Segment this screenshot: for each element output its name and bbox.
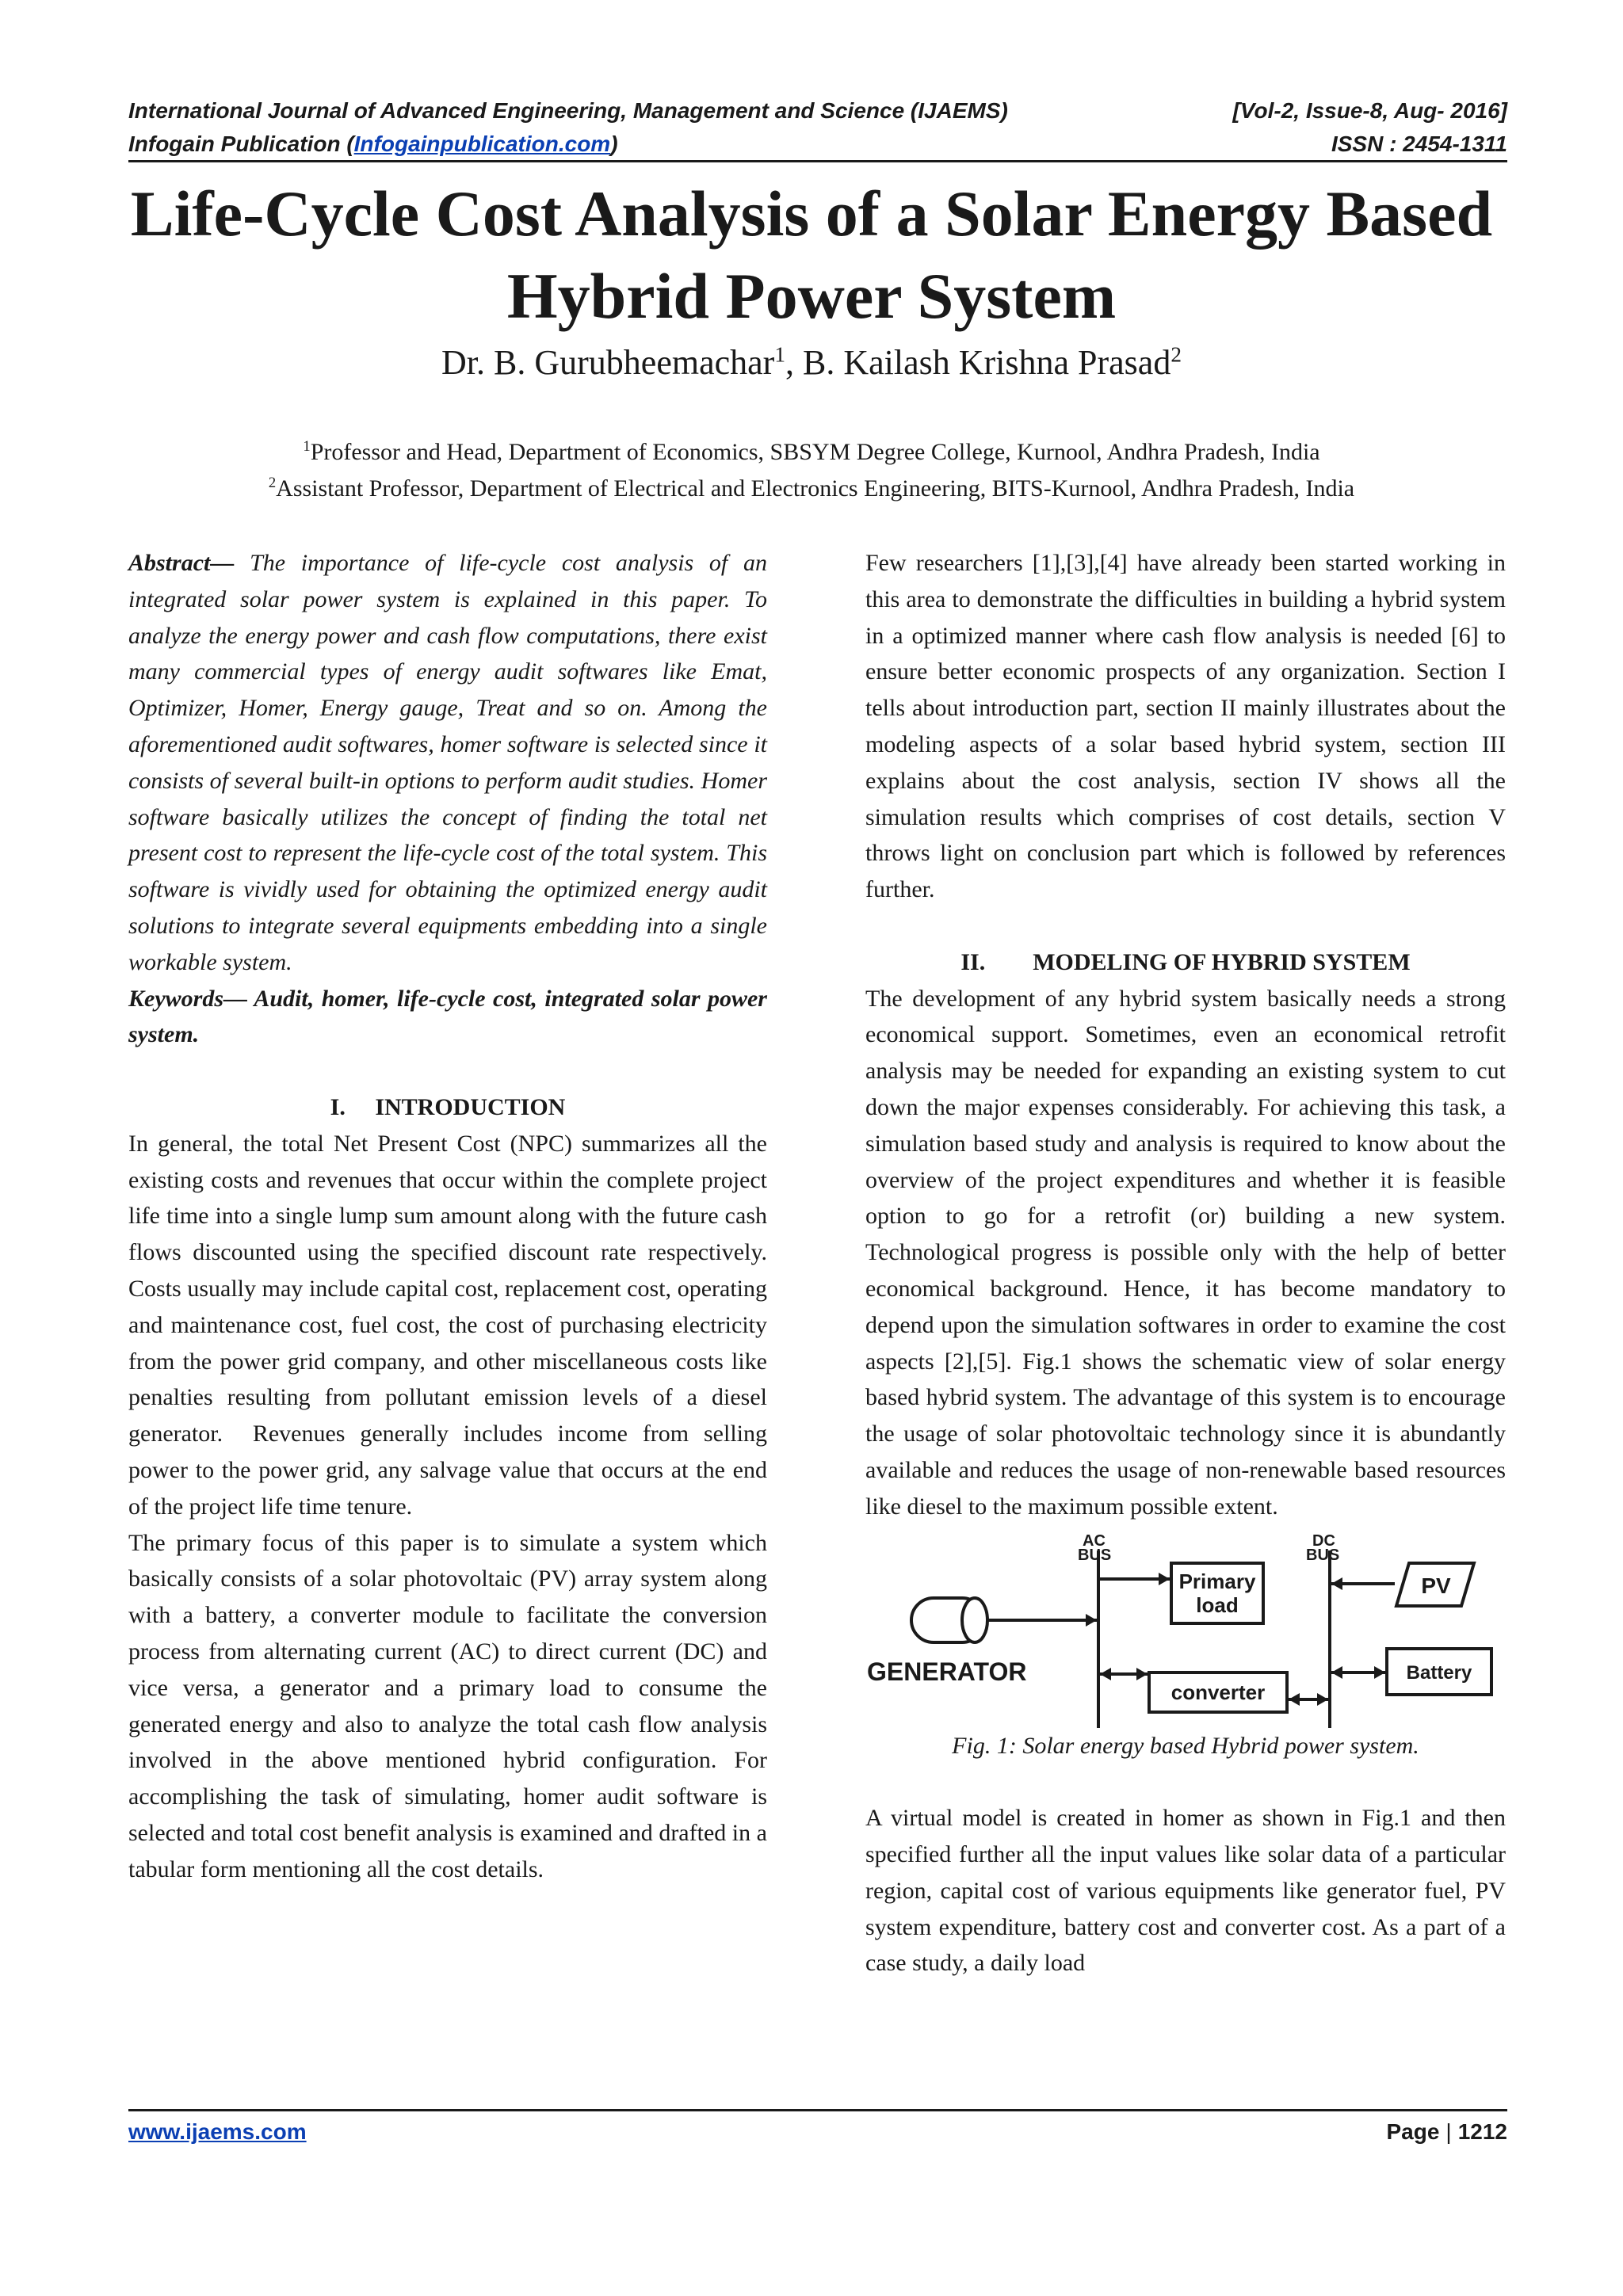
converter-ac-arrow-right — [1136, 1668, 1148, 1680]
affiliation-1-text: Professor and Head, Department of Economics, SBSYM Degree College, Kurnool, Andhra Pradesh, India — [310, 439, 1320, 465]
modeling-paragraph-1: The development of any hybrid system basically needs a strong economical support. Sometimes, even an economical retrofit analysis may be needed for expanding an existing system to cut down the major expenses considerably. For achieving this task, a simulation based study and analysis is required to know about the overview of the project expenditures and whether it is feasible option to go for a retrofit (or) building a new system. Technological progress is possible only with the help of better economical background. Hence, it has become mandatory to depend upon the simulation softwares in order to examine the cost aspects [2],[5]. Fig.1 shows the schematic view of solar energy based hybrid system. The advantage of this system is to encourage the usage of solar photovoltaic technology since it is abundantly available and reduces the usage of non-renewable based resources like diesel to the maximum possible extent. — [865, 985, 1506, 1520]
abstract-text: The importance of life-cycle cost analysis of an integrated solar power system is explained in this paper. To analyze the energy power and cash flow computations, there exist many commercial types of energy audit softwares like Emat, Optimizer, Homer, Energy gauge, Treat and so on. Among the aforementioned audit softwares, homer software is selected since it consists of several built-in options to perform audit studies. Homer software basically utilizes the concept of finding the total net present cost to represent the life-cycle cost of the total system. This software is vividly used for obtaining the optimized energy audit solutions to integrate several equipments embedding into a single workable system. — [128, 550, 767, 975]
dc-bus-label-2: BUS — [1306, 1546, 1340, 1564]
page-number-block — [1386, 2119, 1507, 2145]
publisher-link[interactable]: Infogainpublication.com — [353, 132, 611, 156]
title-line-2: Hybrid Power System — [506, 260, 1117, 332]
affiliation-2-mark: 2 — [268, 475, 277, 491]
page-separator: | — [1445, 2119, 1452, 2144]
converter-ac-arrow-left — [1100, 1668, 1111, 1680]
modeling-heading: II. MODELING OF HYBRID SYSTEM — [960, 948, 1411, 975]
primary-load-label-1: Primary — [1178, 1569, 1256, 1593]
author-2: B. Kailash Krishna Prasad — [802, 343, 1171, 382]
primary-load-label-2: load — [1196, 1592, 1239, 1617]
converter-label: converter — [1170, 1680, 1266, 1704]
ac-bus-label-1: AC — [1083, 1531, 1106, 1550]
converter-dc-arrow-right — [1317, 1693, 1328, 1706]
abstract — [128, 545, 767, 981]
introduction-paragraph-3: Few researchers [1],[3],[4] have already been started working in this area to demonstrate the difficulties in building a hybrid system in a optimized manner where cash flow analysis is needed [6] to ensure better economic prospects of any organization. Section I tells about introduction part, section II mainly illustrates about the modeling aspects of a solar based hybrid system, section III explains about the cost analysis, section IV shows all the simulation results which comprises of cost details, section V throws light on conclusion part which is followed by references further. — [865, 550, 1506, 903]
paper-title — [79, 173, 1544, 338]
affiliation-2 — [79, 471, 1544, 507]
page-number: 1212 — [1457, 2119, 1507, 2144]
generator-label: GENERATOR — [867, 1657, 1027, 1686]
introduction-paragraph-2: The primary focus of this paper is to simulate a system which basically consists of a solar photovoltaic (PV) array system along with a battery, a converter module to facilitate the conversion process from alternating current (AC) to direct current (DC) and vice versa, a generator and a primary load to consume the generated energy and also to analyze the total cash flow analysis involved in the above mentioned hybrid configuration. For accomplishing the task of simulating, homer audit software is selected and total cost benefit analysis is examined and drafted in a tabular form mentioning all the cost details. — [128, 1529, 767, 1882]
introduction-heading: I. INTRODUCTION — [330, 1093, 566, 1120]
right-column — [865, 545, 1506, 1981]
author-separator: , — [785, 343, 803, 382]
affiliation-2-text: Assistant Professor, Department of Electrical and Electronics Engineering, BITS-Kurnool, Andhra Pradesh, India — [276, 475, 1355, 502]
hybrid-system-figure — [865, 1530, 1506, 1728]
load-arrow-head — [1159, 1573, 1170, 1585]
affiliation-1-mark: 1 — [303, 438, 311, 455]
title-line-1: Life-Cycle Cost Analysis of a Solar Energy Based — [130, 177, 1493, 250]
journal-website-link[interactable]: www.ijaems.com — [128, 2119, 307, 2144]
author-list — [79, 342, 1544, 383]
publisher-header — [128, 132, 1507, 162]
keywords-label: Keywords— — [128, 985, 247, 1012]
modeling-paragraph-2: A virtual model is created in homer as shown in Fig.1 and then specified further all the input values like solar data of a particular region, capital cost of various equipments like generator fuel, PV system expenditure, battery cost and converter cost. As a part of a case study, a daily load — [865, 1805, 1506, 1977]
publisher-suffix: ) — [610, 132, 618, 156]
converter-dc-arrow-left — [1289, 1693, 1300, 1706]
volume-info: [Vol-2, Issue-8, Aug- 2016] — [1232, 98, 1507, 123]
issn: ISSN : 2454-1311 — [1331, 132, 1507, 156]
keywords — [128, 981, 767, 1054]
ac-bus-label-2: BUS — [1078, 1546, 1112, 1564]
journal-header — [128, 98, 1507, 124]
battery-arrow-left — [1331, 1666, 1342, 1679]
pv-arrow-head — [1331, 1577, 1342, 1590]
hybrid-system-diagram — [865, 1530, 1506, 1728]
pv-label: PV — [1421, 1573, 1451, 1598]
abstract-label: Abstract— — [128, 550, 235, 576]
publisher-prefix: Infogain Publication ( — [128, 132, 354, 156]
author-1-affil-mark: 1 — [774, 342, 785, 367]
keywords-text: Audit, homer, life-cycle cost, integrated solar power system. — [128, 985, 767, 1048]
figure-caption: Fig. 1: Solar energy based Hybrid power system. — [952, 1732, 1419, 1759]
dc-bus-label-1: DC — [1312, 1531, 1335, 1550]
affiliations — [79, 434, 1544, 507]
page-label: Page — [1386, 2119, 1440, 2144]
author-1: Dr. B. Gurubheemachar — [441, 343, 775, 382]
battery-arrow-right — [1374, 1666, 1385, 1679]
generator-end — [962, 1598, 987, 1642]
author-2-affil-mark: 2 — [1170, 342, 1182, 367]
page-footer — [128, 2109, 1507, 2145]
introduction-paragraph-1: In general, the total Net Present Cost (NPC) summarizes all the existing costs and revenues that occur within the complete project life time into a single lump sum amount along with the future cash flows discounted using the specified discount rate respectively. Costs usually may include capital cost, replacement cost, operating and maintenance cost, fuel cost, the cost of purchasing electricity from the power grid company, and other miscellaneous costs like penalties resulting from pollutant emission levels of a diesel generator. Revenues generally includes income from selling power to the power grid, any salvage value that occurs at the end of the project life time tenure. — [128, 1130, 767, 1520]
affiliation-1 — [79, 434, 1544, 471]
journal-name: International Journal of Advanced Engineering, Management and Science (IJAEMS) — [128, 98, 1008, 123]
battery-label: Battery — [1406, 1661, 1472, 1684]
left-column — [128, 545, 767, 1887]
generator-arrow-head — [1086, 1614, 1097, 1627]
